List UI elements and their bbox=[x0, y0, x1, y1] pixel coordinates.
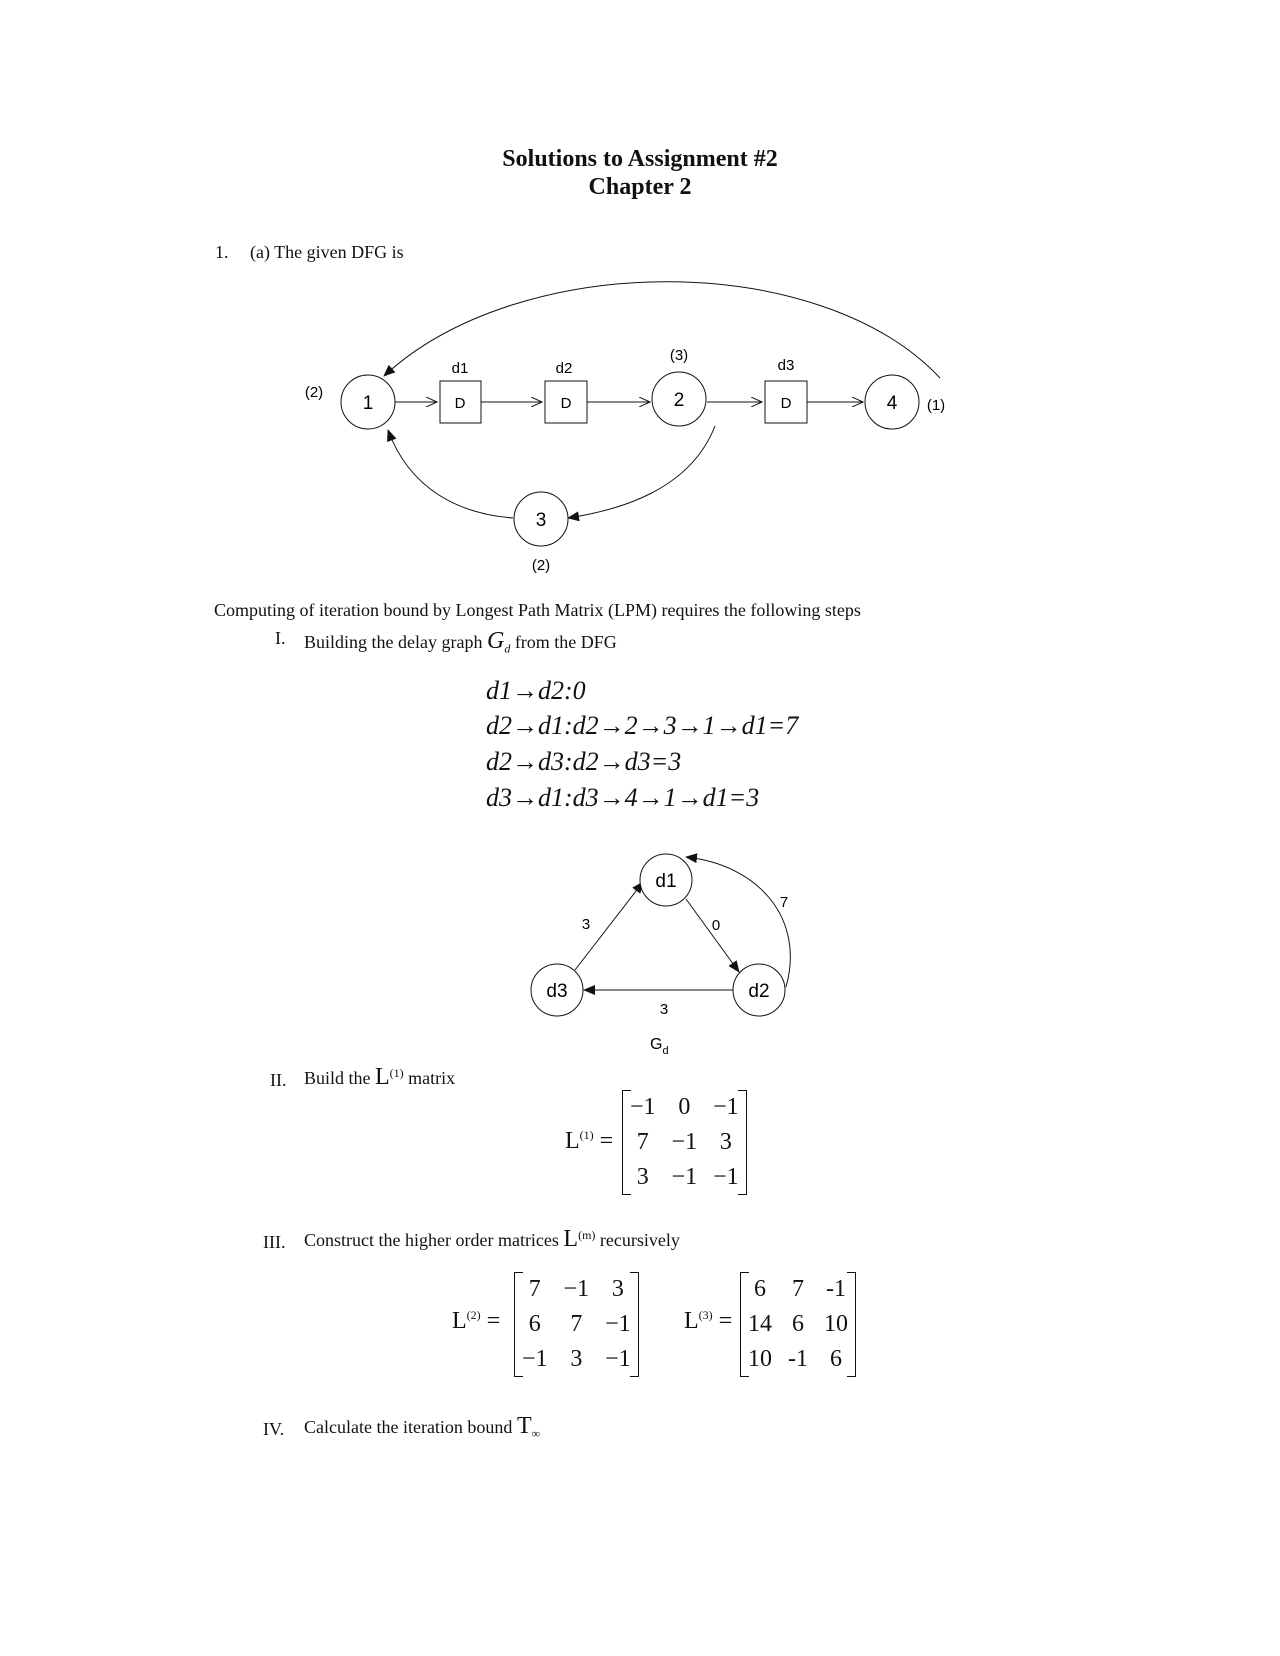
dfg-node-2-label: 2 bbox=[673, 390, 685, 411]
matrix-l1-label bbox=[565, 1128, 613, 1155]
matrix-cell: −1 bbox=[605, 1346, 631, 1372]
step-3-text bbox=[304, 1226, 680, 1253]
matrix-l1-name: L bbox=[565, 1128, 580, 1154]
dfg-diagram bbox=[0, 260, 1280, 590]
step-2-post: matrix bbox=[408, 1068, 456, 1088]
step-3-sup: (m) bbox=[578, 1228, 596, 1242]
lpm-intro: Computing of iteration bound by Longest Path Matrix (LPM) requires the following steps bbox=[214, 600, 861, 620]
matrix-cell: 10 bbox=[748, 1346, 772, 1372]
equation-1: d1→d2:0 bbox=[486, 676, 586, 705]
matrix-row bbox=[622, 1090, 747, 1125]
gd-caption-main: G bbox=[650, 1036, 663, 1053]
matrix-cell: 7 bbox=[792, 1276, 804, 1302]
step-4-sub: ∞ bbox=[531, 1426, 541, 1441]
matrix-cell: −1 bbox=[713, 1094, 739, 1120]
matrix-l1-left-bracket bbox=[622, 1090, 631, 1195]
equation-2: d2→d1:d2→2→3→1→d1=7 bbox=[486, 711, 799, 740]
matrix-cell: 7 bbox=[636, 1129, 649, 1155]
gd-weight-d2-d1: 7 bbox=[779, 894, 789, 911]
gd-caption bbox=[650, 1036, 669, 1057]
problem-part-text: (a) The given DFG is bbox=[250, 242, 404, 262]
matrix-l2-left-bracket bbox=[514, 1272, 523, 1377]
matrix-l3-sup: (3) bbox=[698, 1308, 713, 1322]
matrix-row bbox=[514, 1272, 639, 1307]
matrix-cell: 6 bbox=[792, 1311, 804, 1337]
matrix-row bbox=[622, 1160, 747, 1195]
gd-weight-d3-d1: 3 bbox=[581, 916, 591, 933]
gd-edge-d1-d2 bbox=[686, 899, 739, 972]
matrix-l2-right-bracket bbox=[630, 1272, 639, 1377]
delay-d2-label: d2 bbox=[555, 360, 573, 377]
matrix-cell: 0 bbox=[678, 1094, 691, 1120]
matrix-cell: 10 bbox=[824, 1311, 848, 1337]
step-2-symbol: L bbox=[375, 1064, 390, 1090]
matrix-l3-eq: = bbox=[718, 1308, 733, 1334]
step-4-number: IV. bbox=[263, 1419, 285, 1439]
dfg-node-2-weight: (3) bbox=[669, 347, 689, 364]
matrix-l3-name: L bbox=[684, 1308, 699, 1334]
gd-edge-d2-d1 bbox=[686, 857, 790, 987]
matrix-cell: −1 bbox=[522, 1346, 548, 1372]
delay-d2-symbol: D bbox=[560, 395, 572, 412]
matrix-l3 bbox=[740, 1272, 856, 1377]
matrix-l3-right-bracket bbox=[847, 1272, 856, 1377]
gd-node-d2-label: d2 bbox=[748, 981, 770, 1002]
matrix-l2-label bbox=[452, 1308, 500, 1335]
matrix-l2-sup: (2) bbox=[466, 1308, 481, 1322]
delay-d1-symbol: D bbox=[454, 395, 466, 412]
matrix-cell: −1 bbox=[671, 1129, 698, 1155]
matrix-l1-eq: = bbox=[599, 1128, 614, 1154]
step-4-text bbox=[304, 1413, 540, 1442]
matrix-cell: 14 bbox=[748, 1311, 772, 1337]
step-4-pre: Calculate the iteration bound bbox=[304, 1417, 513, 1437]
dfg-node-1-weight: (2) bbox=[304, 384, 324, 401]
matrix-row bbox=[740, 1307, 856, 1342]
equation-3: d2→d3:d2→d3=3 bbox=[486, 747, 682, 776]
step-2-pre: Build the bbox=[304, 1068, 371, 1088]
problem-number: 1. bbox=[215, 242, 229, 262]
edge-2-3 bbox=[568, 426, 715, 518]
matrix-l2 bbox=[514, 1272, 639, 1377]
step-3-pre: Construct the higher order matrices bbox=[304, 1230, 559, 1250]
matrix-cell: 6 bbox=[528, 1311, 541, 1337]
dfg-node-1-label: 1 bbox=[362, 393, 374, 414]
step-3-number: III. bbox=[263, 1232, 286, 1252]
matrix-l1-table bbox=[622, 1090, 747, 1195]
delay-d3-label: d3 bbox=[777, 357, 795, 374]
step-1-sub: d bbox=[504, 641, 511, 656]
page-subtitle: Chapter 2 bbox=[588, 174, 692, 200]
matrix-cell: −1 bbox=[630, 1094, 656, 1120]
page-title: Solutions to Assignment #2 bbox=[502, 146, 778, 172]
step-2-text bbox=[304, 1064, 455, 1091]
matrix-cell: 6 bbox=[754, 1276, 766, 1302]
matrix-l3-left-bracket bbox=[740, 1272, 749, 1377]
delay-d1-label: d1 bbox=[451, 360, 469, 377]
gd-weight-d2-d3: 3 bbox=[659, 1001, 669, 1018]
matrix-row bbox=[514, 1307, 639, 1342]
dfg-node-4-weight: (1) bbox=[926, 397, 946, 414]
step-3-post: recursively bbox=[599, 1230, 680, 1250]
matrix-cell: −1 bbox=[605, 1311, 631, 1337]
matrix-l2-table bbox=[514, 1272, 639, 1377]
matrix-cell: −1 bbox=[713, 1164, 739, 1190]
matrix-cell: 3 bbox=[611, 1276, 624, 1302]
matrix-l1 bbox=[622, 1090, 747, 1195]
matrix-cell: 7 bbox=[528, 1276, 541, 1302]
gd-weight-d1-d2: 0 bbox=[711, 917, 721, 934]
matrix-row bbox=[740, 1342, 856, 1377]
matrix-cell: 6 bbox=[830, 1346, 842, 1372]
gd-node-d3-label: d3 bbox=[546, 981, 568, 1002]
dfg-node-3-label: 3 bbox=[535, 510, 547, 531]
step-3-symbol: L bbox=[563, 1226, 579, 1252]
matrix-cell: 3 bbox=[570, 1346, 583, 1372]
matrix-l2-name: L bbox=[452, 1308, 467, 1334]
matrix-l2-eq: = bbox=[486, 1308, 501, 1334]
delay-graph bbox=[500, 840, 820, 1070]
matrix-l1-right-bracket bbox=[738, 1090, 747, 1195]
step-2-sup: (1) bbox=[389, 1066, 404, 1080]
matrix-cell: -1 bbox=[826, 1276, 846, 1302]
matrix-cell: 7 bbox=[570, 1311, 583, 1337]
matrix-l1-sup: (1) bbox=[579, 1128, 594, 1142]
dfg-node-4-label: 4 bbox=[886, 393, 898, 414]
matrix-row bbox=[622, 1125, 747, 1160]
matrix-row bbox=[740, 1272, 856, 1307]
step-1-post: from the DFG bbox=[514, 632, 617, 652]
edge-3-1 bbox=[388, 430, 513, 518]
step-1-text bbox=[304, 628, 617, 657]
gd-node-d1-label: d1 bbox=[655, 871, 677, 892]
matrix-l3-label bbox=[684, 1308, 732, 1335]
matrix-cell: 3 bbox=[719, 1129, 732, 1155]
matrix-cell: 3 bbox=[636, 1164, 649, 1190]
matrix-cell: −1 bbox=[671, 1164, 698, 1190]
matrix-cell: -1 bbox=[788, 1346, 808, 1372]
matrix-row bbox=[514, 1342, 639, 1377]
step-1-pre: Building the delay graph bbox=[304, 632, 483, 652]
dfg-node-3-weight: (2) bbox=[531, 557, 551, 574]
matrix-l3-table bbox=[740, 1272, 856, 1377]
delay-d3-symbol: D bbox=[780, 395, 792, 412]
step-4-symbol: T bbox=[516, 1413, 532, 1439]
step-2-number: II. bbox=[270, 1070, 287, 1090]
equation-4: d3→d1:d3→4→1→d1=3 bbox=[486, 783, 760, 812]
matrix-cell: −1 bbox=[563, 1276, 590, 1302]
gd-caption-sub: d bbox=[662, 1045, 669, 1057]
step-1-number: I. bbox=[275, 628, 286, 648]
step-1-symbol: G bbox=[486, 628, 505, 654]
